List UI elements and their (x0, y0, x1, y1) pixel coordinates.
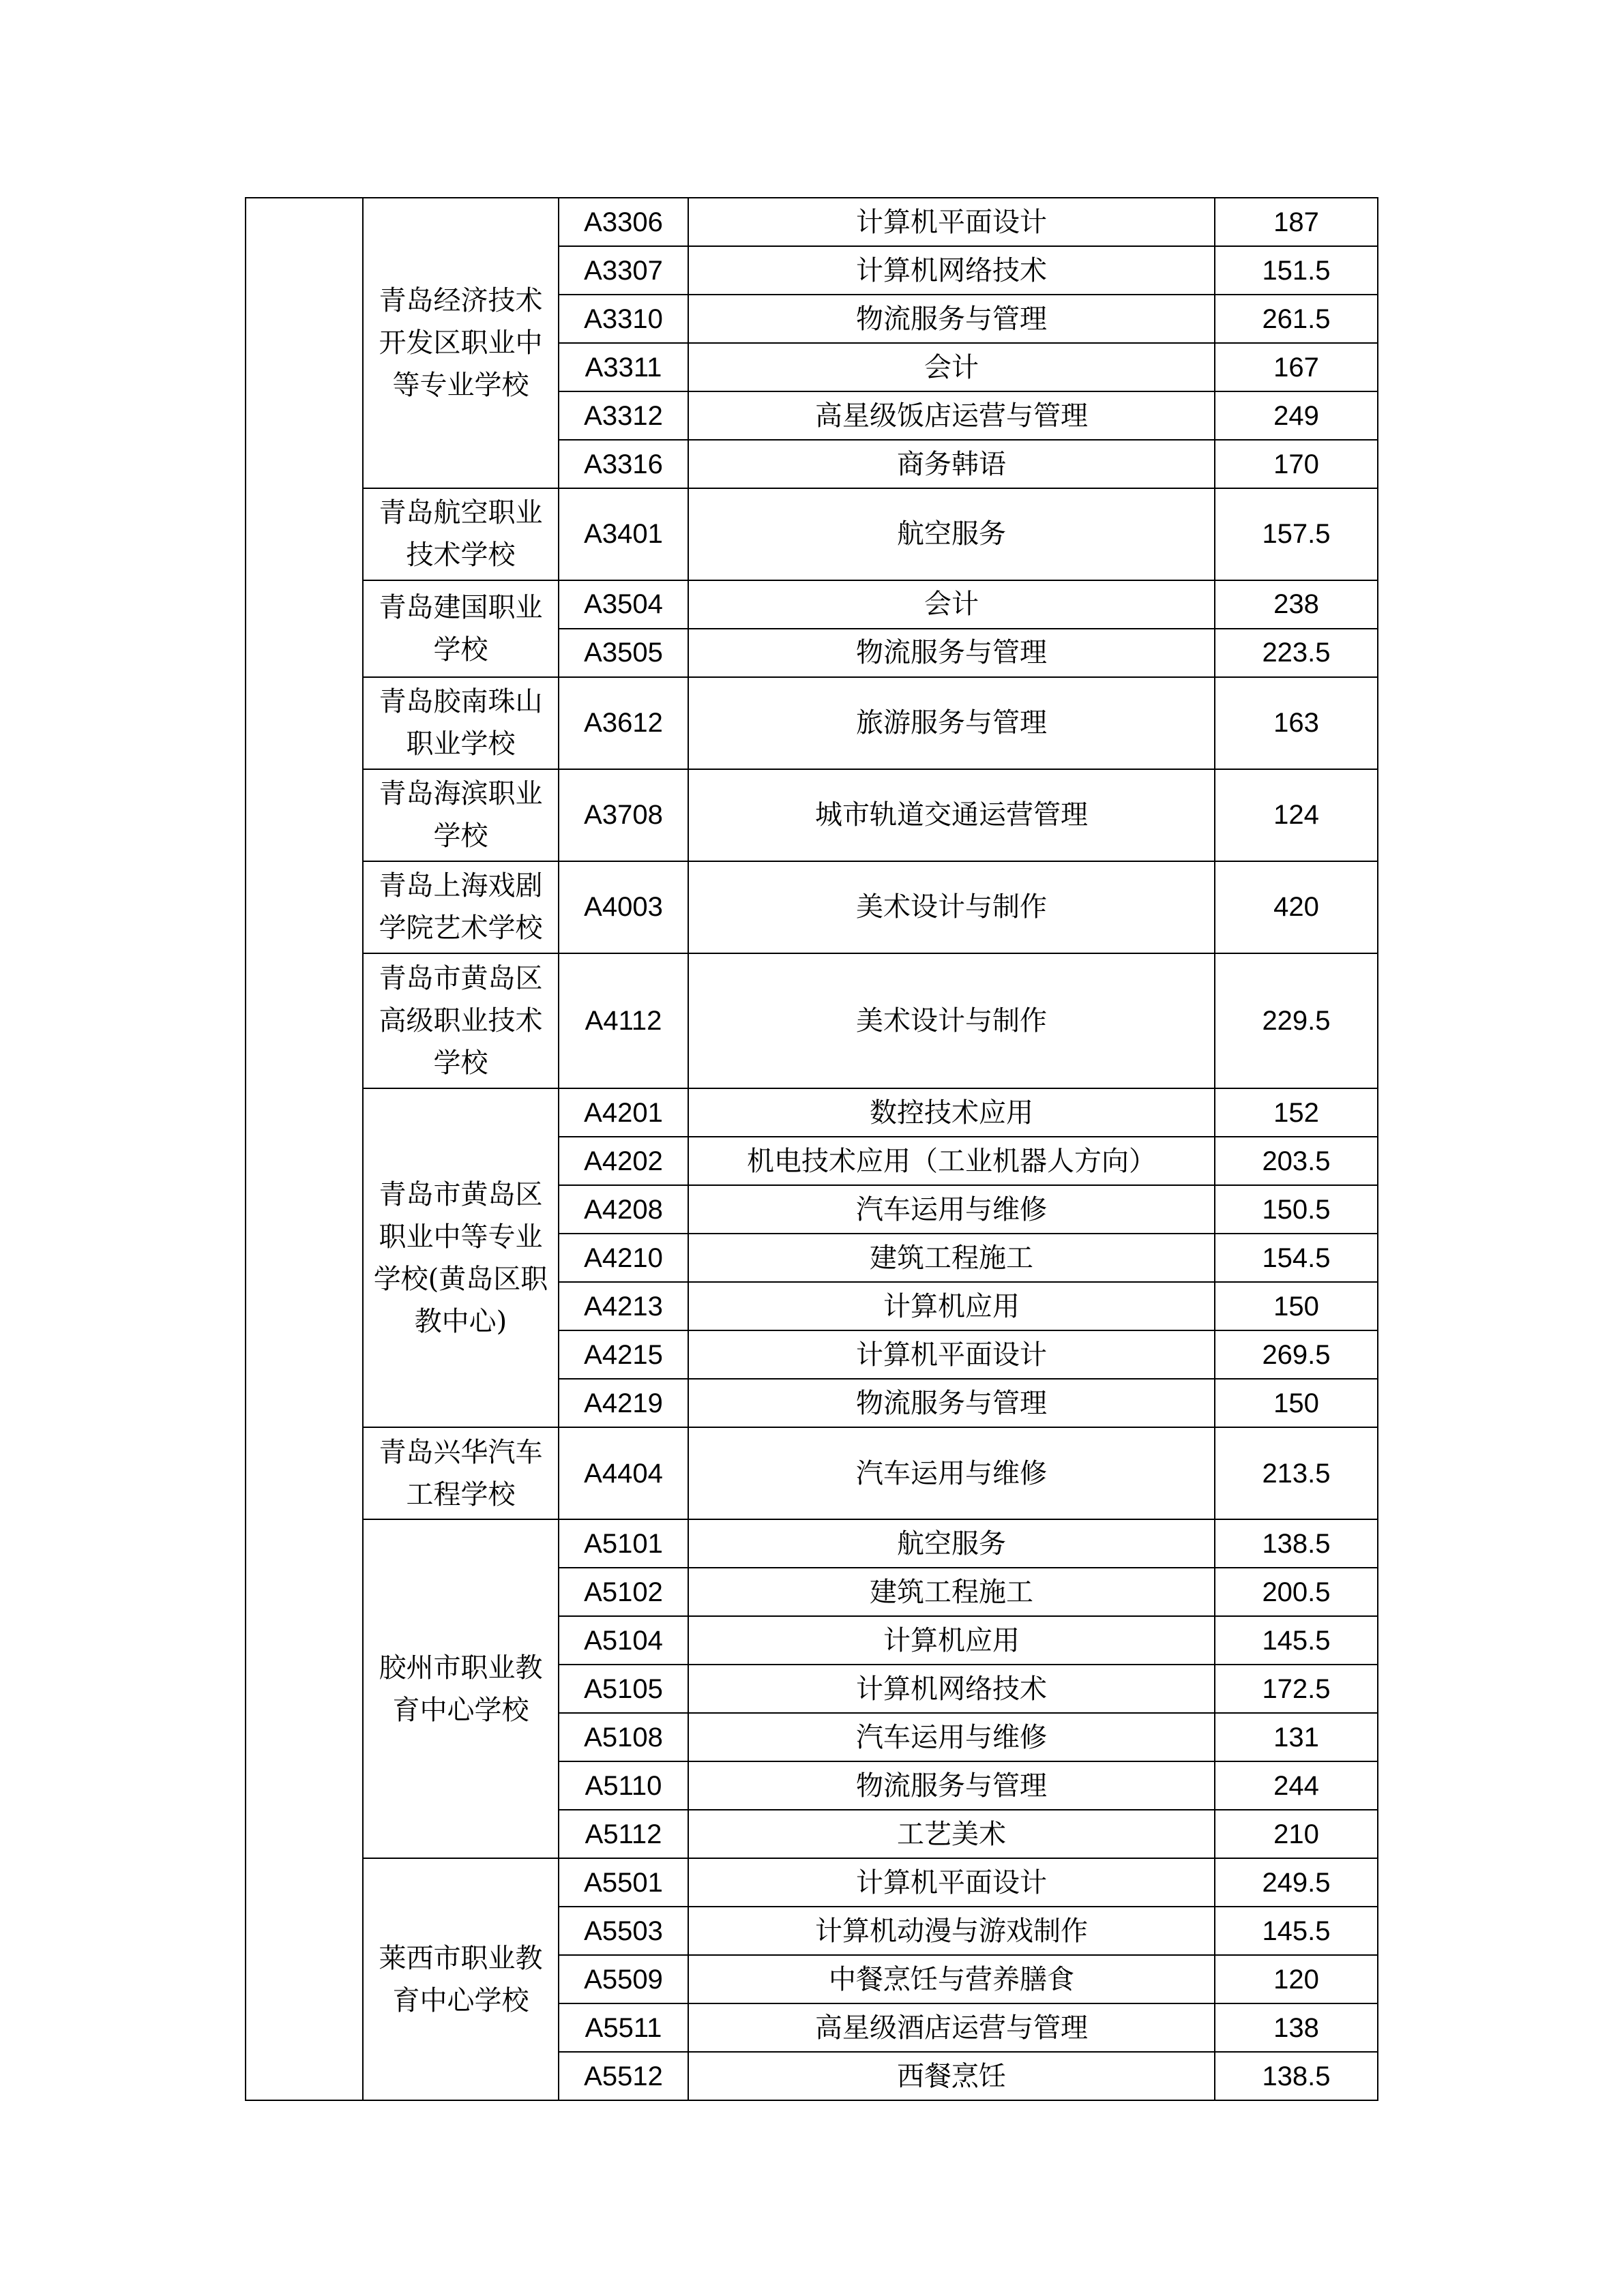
school-name-cell: 胶州市职业教育中心学校 (363, 1519, 559, 1858)
score-cell: 200.5 (1215, 1568, 1378, 1616)
code-cell: A5104 (559, 1616, 688, 1665)
table-row (246, 1088, 1378, 1137)
score-cell: 213.5 (1215, 1427, 1378, 1519)
code-cell: A4219 (559, 1379, 688, 1427)
code-cell: A4201 (559, 1088, 688, 1137)
code-cell: A5501 (559, 1858, 688, 1907)
school-name-cell: 青岛兴华汽车工程学校 (363, 1427, 559, 1519)
code-cell: A5101 (559, 1519, 688, 1568)
region-cell (246, 198, 363, 2100)
score-cell: 138.5 (1215, 1519, 1378, 1568)
school-name-cell: 青岛建国职业学校 (363, 580, 559, 677)
code-cell: A3311 (559, 343, 688, 391)
table-row (246, 953, 1378, 1089)
table-row (246, 488, 1378, 580)
code-cell: A3306 (559, 198, 688, 246)
code-cell: A4213 (559, 1282, 688, 1330)
code-cell: A3316 (559, 440, 688, 488)
score-cell: 249.5 (1215, 1858, 1378, 1907)
score-cell: 210 (1215, 1810, 1378, 1858)
major-cell: 会计 (688, 343, 1215, 391)
code-cell: A4003 (559, 861, 688, 953)
code-cell: A5108 (559, 1713, 688, 1761)
school-name-cell: 莱西市职业教育中心学校 (363, 1858, 559, 2100)
code-cell: A3612 (559, 677, 688, 769)
score-cell: 269.5 (1215, 1330, 1378, 1379)
table-row (246, 1427, 1378, 1519)
score-cell: 249 (1215, 391, 1378, 440)
code-cell: A5503 (559, 1907, 688, 1955)
major-cell: 城市轨道交通运营管理 (688, 769, 1215, 861)
admission-score-table (245, 197, 1378, 2101)
school-name-cell: 青岛上海戏剧学院艺术学校 (363, 861, 559, 953)
school-name-cell: 青岛海滨职业学校 (363, 769, 559, 861)
major-cell: 航空服务 (688, 488, 1215, 580)
table-row (246, 1519, 1378, 1568)
major-cell: 汽车运用与维修 (688, 1713, 1215, 1761)
table-row (246, 769, 1378, 861)
code-cell: A4215 (559, 1330, 688, 1379)
score-cell: 138.5 (1215, 2052, 1378, 2100)
score-cell: 120 (1215, 1955, 1378, 2003)
school-name-cell: 青岛航空职业技术学校 (363, 488, 559, 580)
score-cell: 150 (1215, 1379, 1378, 1427)
major-cell: 机电技术应用（工业机器人方向） (688, 1137, 1215, 1185)
score-cell: 229.5 (1215, 953, 1378, 1089)
code-cell: A3505 (559, 629, 688, 677)
code-cell: A3708 (559, 769, 688, 861)
major-cell: 物流服务与管理 (688, 1761, 1215, 1810)
code-cell: A5102 (559, 1568, 688, 1616)
table-row (246, 677, 1378, 769)
code-cell: A5112 (559, 1810, 688, 1858)
major-cell: 会计 (688, 580, 1215, 629)
major-cell: 商务韩语 (688, 440, 1215, 488)
table-row (246, 580, 1378, 629)
major-cell: 计算机应用 (688, 1282, 1215, 1330)
major-cell: 汽车运用与维修 (688, 1185, 1215, 1234)
major-cell: 计算机网络技术 (688, 1665, 1215, 1713)
score-cell: 138 (1215, 2003, 1378, 2052)
score-cell: 151.5 (1215, 246, 1378, 295)
major-cell: 建筑工程施工 (688, 1568, 1215, 1616)
major-cell: 计算机平面设计 (688, 1330, 1215, 1379)
school-name-cell: 青岛市黄岛区高级职业技术学校 (363, 953, 559, 1089)
score-cell: 150 (1215, 1282, 1378, 1330)
score-cell: 203.5 (1215, 1137, 1378, 1185)
code-cell: A5512 (559, 2052, 688, 2100)
score-cell: 170 (1215, 440, 1378, 488)
major-cell: 物流服务与管理 (688, 1379, 1215, 1427)
major-cell: 工艺美术 (688, 1810, 1215, 1858)
score-cell: 124 (1215, 769, 1378, 861)
score-cell: 167 (1215, 343, 1378, 391)
score-cell: 163 (1215, 677, 1378, 769)
code-cell: A4202 (559, 1137, 688, 1185)
code-cell: A5110 (559, 1761, 688, 1810)
major-cell: 美术设计与制作 (688, 953, 1215, 1089)
score-cell: 150.5 (1215, 1185, 1378, 1234)
table-row (246, 1858, 1378, 1907)
code-cell: A5511 (559, 2003, 688, 2052)
score-cell: 420 (1215, 861, 1378, 953)
major-cell: 物流服务与管理 (688, 629, 1215, 677)
table-body (246, 198, 1378, 2100)
score-cell: 172.5 (1215, 1665, 1378, 1713)
school-name-cell: 青岛经济技术开发区职业中等专业学校 (363, 198, 559, 488)
score-cell: 152 (1215, 1088, 1378, 1137)
major-cell: 西餐烹饪 (688, 2052, 1215, 2100)
code-cell: A4208 (559, 1185, 688, 1234)
major-cell: 航空服务 (688, 1519, 1215, 1568)
major-cell: 高星级酒店运营与管理 (688, 2003, 1215, 2052)
score-cell: 187 (1215, 198, 1378, 246)
major-cell: 旅游服务与管理 (688, 677, 1215, 769)
score-cell: 154.5 (1215, 1234, 1378, 1282)
school-name-cell: 青岛胶南珠山职业学校 (363, 677, 559, 769)
major-cell: 计算机动漫与游戏制作 (688, 1907, 1215, 1955)
major-cell: 计算机网络技术 (688, 246, 1215, 295)
major-cell: 物流服务与管理 (688, 295, 1215, 343)
major-cell: 美术设计与制作 (688, 861, 1215, 953)
code-cell: A3401 (559, 488, 688, 580)
score-cell: 131 (1215, 1713, 1378, 1761)
major-cell: 计算机平面设计 (688, 1858, 1215, 1907)
code-cell: A3312 (559, 391, 688, 440)
code-cell: A3504 (559, 580, 688, 629)
major-cell: 中餐烹饪与营养膳食 (688, 1955, 1215, 2003)
major-cell: 建筑工程施工 (688, 1234, 1215, 1282)
major-cell: 计算机平面设计 (688, 198, 1215, 246)
code-cell: A5105 (559, 1665, 688, 1713)
score-cell: 238 (1215, 580, 1378, 629)
major-cell: 高星级饭店运营与管理 (688, 391, 1215, 440)
score-cell: 157.5 (1215, 488, 1378, 580)
code-cell: A4210 (559, 1234, 688, 1282)
code-cell: A3310 (559, 295, 688, 343)
major-cell: 汽车运用与维修 (688, 1427, 1215, 1519)
score-cell: 261.5 (1215, 295, 1378, 343)
score-cell: 145.5 (1215, 1616, 1378, 1665)
table-row (246, 198, 1378, 246)
code-cell: A4404 (559, 1427, 688, 1519)
code-cell: A3307 (559, 246, 688, 295)
table-row (246, 861, 1378, 953)
code-cell: A4112 (559, 953, 688, 1089)
major-cell: 计算机应用 (688, 1616, 1215, 1665)
score-cell: 223.5 (1215, 629, 1378, 677)
major-cell: 数控技术应用 (688, 1088, 1215, 1137)
score-cell: 244 (1215, 1761, 1378, 1810)
school-name-cell: 青岛市黄岛区职业中等专业学校(黄岛区职教中心) (363, 1088, 559, 1427)
code-cell: A5509 (559, 1955, 688, 2003)
score-cell: 145.5 (1215, 1907, 1378, 1955)
